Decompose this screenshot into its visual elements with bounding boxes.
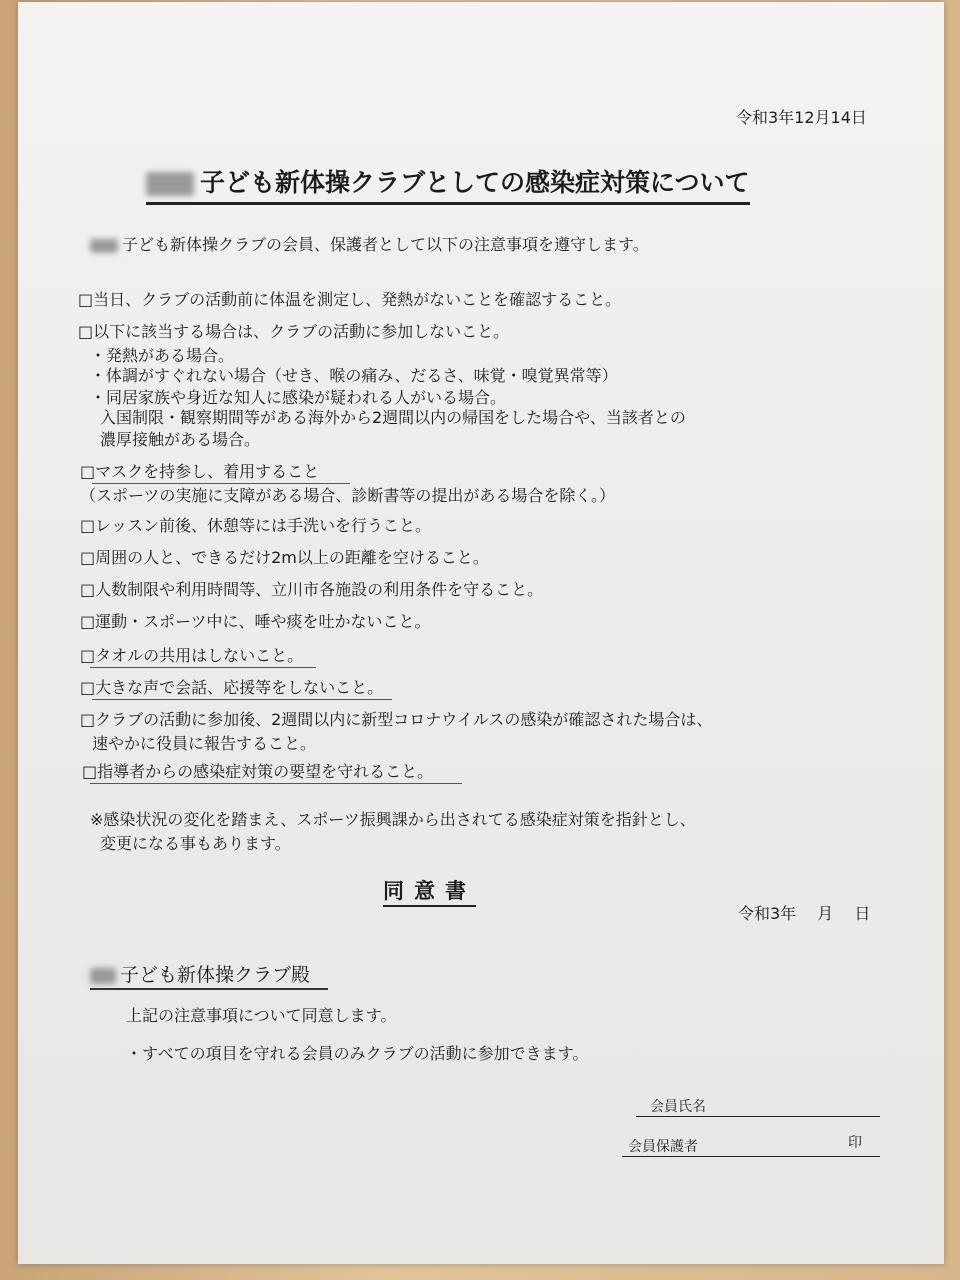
item-sub-condition: ・体調がすぐれない場合（せき、喉の痛み、だるさ、味覚・嗅覚異常等）	[90, 366, 618, 385]
note-line-1: ※感染状況の変化を踏まえ、スポーツ振興課から出されてる感染症対策を指針とし、	[90, 810, 696, 829]
document-title	[146, 166, 750, 205]
item-mask-exception: （スポーツの実施に支障がある場合、診断書等の提出がある場合を除く。）	[80, 486, 616, 505]
item-report-infection-cont: 速やかに役員に報告すること。	[92, 734, 317, 753]
note-line-2: 変更になる事もあります。	[100, 834, 291, 853]
handwritten-underline	[90, 667, 316, 668]
item-sub-travel: 入国制限・観察期間等がある海外から2週間以内の帰国をした場合や、当該者との	[100, 408, 686, 427]
item-instructor-requests: □指導者からの感染症対策の要望を守れること。	[82, 762, 434, 781]
intro-text-body: 子ども新体操クラブの会員、保護者として以下の注意事項を遵守します。	[122, 235, 649, 254]
redacted-name	[90, 239, 118, 253]
consent-title: 同意書	[383, 877, 476, 907]
item-no-participation: □以下に該当する場合は、クラブの活動に参加しないこと。	[78, 322, 510, 341]
handwritten-underline	[92, 699, 392, 700]
member-name-label: 会員氏名	[650, 1099, 706, 1115]
item-handwash: □レッスン前後、休憩等には手洗いを行うこと。	[80, 516, 431, 535]
intro-text	[90, 235, 649, 255]
seal-mark: 印	[848, 1135, 862, 1151]
note	[90, 808, 696, 856]
item-no-spitting: □運動・スポーツ中に、唾や痰を吐かないこと。	[80, 612, 431, 631]
redacted-name	[90, 968, 116, 984]
item-loud-voice: □大きな声で会話、応援等をしないこと。	[80, 678, 384, 697]
item-temperature: □当日、クラブの活動前に体温を測定し、発熱がないことを確認すること。	[78, 290, 622, 309]
item-distance: □周囲の人と、できるだけ2m以上の距離を空けること。	[80, 548, 489, 567]
handwritten-underline	[92, 483, 350, 484]
redacted-name	[146, 172, 194, 196]
guardian-line	[622, 1156, 880, 1157]
document-title-text: 子ども新体操クラブとしての感染症対策について	[200, 168, 750, 197]
item-mask: □マスクを持参し、着用すること	[80, 462, 320, 481]
guardian-label: 会員保護者	[628, 1139, 698, 1155]
member-name-line	[636, 1116, 880, 1117]
item-towel: □タオルの共用はしないこと。	[80, 646, 304, 665]
consent-agree-text: 上記の注意事項について同意します。	[126, 1006, 397, 1025]
item-sub-fever: ・発熱がある場合。	[90, 346, 235, 365]
item-sub-family: ・同居家族や身近な知人に感染が疑われる人がいる場合。	[90, 388, 507, 407]
document-date: 令和3年12月14日	[736, 108, 867, 127]
item-sub-contact: 濃厚接触がある場合。	[100, 430, 261, 449]
item-facility-rules: □人数制限や利用時間等、立川市各施設の利用条件を守ること。	[80, 580, 544, 599]
consent-date: 令和3年 月 日	[738, 904, 871, 923]
document-page	[18, 2, 944, 1264]
handwritten-underline	[90, 783, 462, 784]
consent-condition-text: ・すべての項目を守れる会員のみクラブの活動に参加できます。	[126, 1044, 589, 1063]
consent-addressee	[90, 962, 328, 990]
item-report-infection: □クラブの活動に参加後、2週間以内に新型コロナウイルスの感染が確認された場合は、	[80, 710, 713, 729]
consent-addressee-text: 子ども新体操クラブ殿	[120, 964, 311, 986]
